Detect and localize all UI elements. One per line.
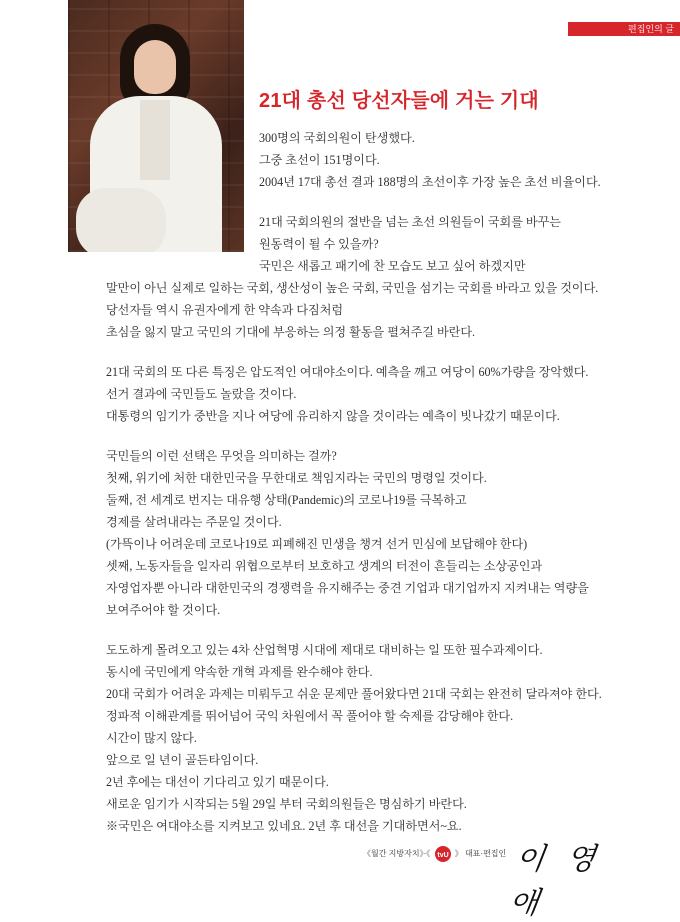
section-tag: 편집인의 글 [568,22,680,36]
body-line: 첫째, 위기에 처한 대한민국을 무한대로 책임지라는 국민의 명령일 것이다. [106,471,487,485]
body-line: 21대 국회의 또 다른 특징은 압도적인 여대야소이다. 예측을 깨고 여당이 60%가량을 장악했다. [106,365,589,379]
body-line: 초심을 잃지 말고 국민의 기대에 부응하는 의정 활동을 펼쳐주길 바란다. [106,325,476,339]
article-title: 21대 총선 당선자들에 거는 기대 [259,90,539,112]
author-credit [363,845,506,863]
body-line: 경제를 살려내라는 주문일 것이다. [106,515,282,529]
body-line: 21대 국회의원의 절반을 넘는 초선 의원들이 국회를 바꾸는 [259,215,561,229]
credit-suffix: 》 대표·편집인 [454,849,507,859]
tvu-logo-icon [434,845,452,863]
body-line: 당선자들 역시 유권자에게 한 약속과 다짐처럼 [106,303,344,317]
body-line: 원동력이 될 수 있을까? [259,237,379,251]
body-line: 20대 국회가 어려운 과제는 미뤄두고 쉬운 문제만 풀어왔다면 21대 국회는 완전히 달라져야 한다. [106,687,602,701]
author-photo [68,0,244,252]
body-line: 셋째, 노동자들을 일자리 위협으로부터 보호하고 생계의 터전이 흔들리는 소상공인과 [106,559,543,573]
body-line: 국민은 새롭고 패기에 찬 모습도 보고 싶어 하겠지만 [259,259,526,273]
body-line: 선거 결과에 국민들도 놀랐을 것이다. [106,387,297,401]
body-line: 국민들의 이런 선택은 무엇을 의미하는 걸까? [106,449,337,463]
body-line: 시간이 많지 않다. [106,731,197,745]
body-line: 새로운 임기가 시작되는 5월 29일 부터 국회의원들은 명심하기 바란다. [106,797,467,811]
body-line: 동시에 국민에게 약속한 개혁 과제를 완수해야 한다. [106,665,373,679]
body-line: 2년 후에는 대선이 기다리고 있기 때문이다. [106,775,329,789]
body-line: 둘째, 전 세계로 번지는 대유행 상태(Pandemic)의 코로나19를 극복하고 [106,493,467,507]
body-line: 보여주어야 할 것이다. [106,603,221,617]
body-line: (가뜩이나 어려운데 코로나19로 피폐해진 민생을 챙겨 선거 민심에 보답해야 한다) [106,537,528,551]
body-line: 대통령의 임기가 중반을 지나 여당에 유리하지 않을 것이라는 예측이 빗나갔기 때문이다. [106,409,560,423]
closing-note: ※국민은 여대야소를 지켜보고 있네요. 2년 후 대선을 기대하면서~요. [106,819,462,833]
body-line: 정파적 이해관계를 뛰어넘어 국익 차원에서 꼭 풀어야 할 숙제를 감당해야 한다. [106,709,514,723]
body-line: 말만이 아닌 실제로 일하는 국회, 생산성이 높은 국회, 국민을 섬기는 국회를 바라고 있을 것이다. [106,281,599,295]
logo-text: tvU [436,852,449,859]
body-line: 자영업자뿐 아니라 대한민국의 경쟁력을 유지해주는 중견 기업과 대기업까지 지켜내는 역량을 [106,581,589,595]
body-line: 그중 초선이 151명이다. [259,153,380,167]
body-line: 300명의 국회의원이 탄생했다. [259,131,415,145]
body-line: 도도하게 몰려오고 있는 4차 산업혁명 시대에 제대로 대비하는 일 또한 필수과제이다. [106,643,543,657]
body-line: 2004년 17대 총선 결과 188명의 초선이후 가장 높은 초선 비율이다. [259,175,601,189]
signature-block [363,834,633,921]
credit-prefix: 《월간 지방자치》·《 [363,849,431,859]
body-line: 앞으로 일 년이 골든타임이다. [106,753,259,767]
signature-name: 이 영 애 [506,842,604,921]
